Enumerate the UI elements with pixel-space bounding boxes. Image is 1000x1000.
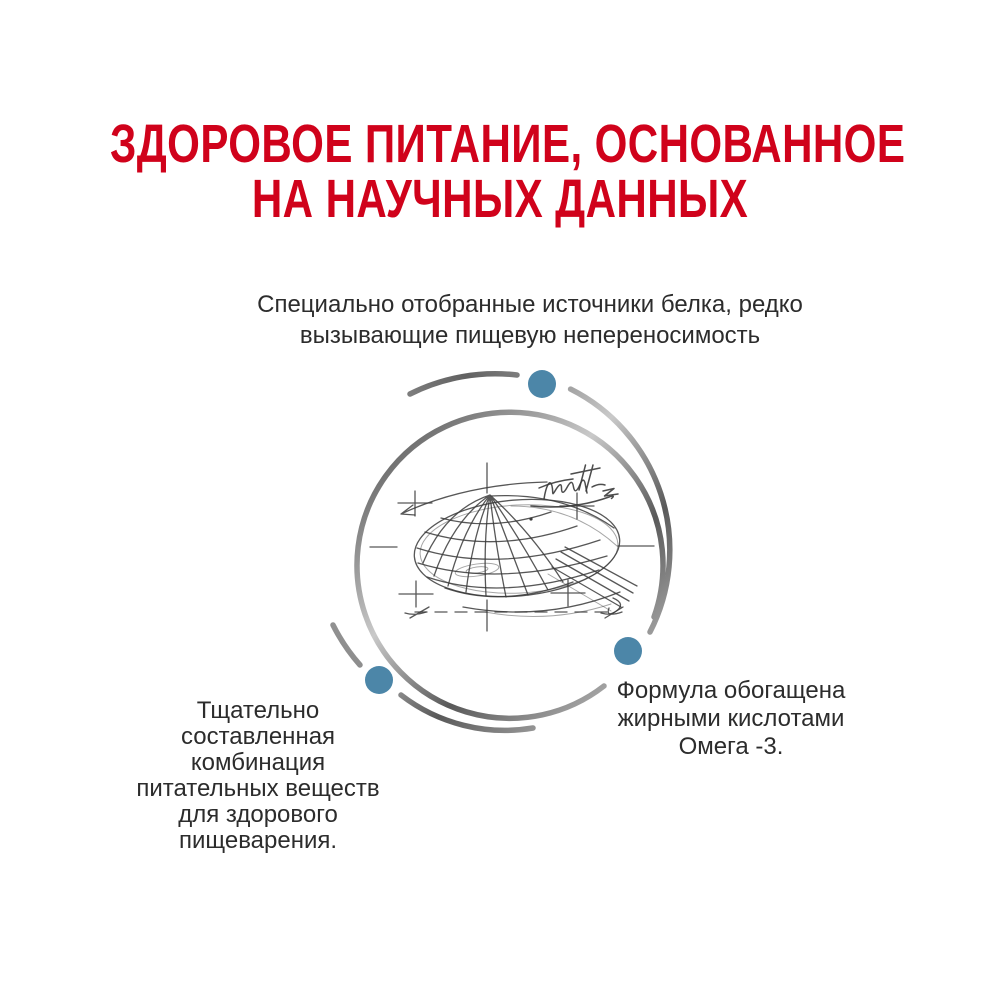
feature-dot-top	[528, 370, 556, 398]
annotation-line: Омега -3.	[678, 733, 784, 760]
annotation-line: жирными кислотами	[617, 705, 845, 732]
inner-ring-arc	[357, 412, 663, 718]
designer-signature	[531, 465, 618, 507]
annotation-line: Тщательно	[196, 697, 320, 724]
page-title	[0, 114, 1000, 229]
feature-dot-bottom-left	[365, 666, 393, 694]
annotation-line: Специально отобранные источники белка, редко	[257, 291, 803, 318]
title-line-2: НА НАУЧНЫХ ДАННЫХ	[251, 169, 749, 229]
annotation-line: питательных веществ	[136, 775, 380, 802]
annotation-line: для здорового	[178, 801, 338, 828]
title-line-1: ЗДОРОВОЕ ПИТАНИЕ, ОСНОВАННОЕ	[110, 114, 906, 174]
center-axis-marks	[370, 463, 654, 631]
annotation-line: пищеварения.	[178, 827, 338, 854]
annotation-nutrient-combination	[136, 698, 379, 854]
kibble-sketch	[370, 463, 654, 631]
hatching-strokes	[552, 547, 637, 607]
outer-ring-arc-top-left	[410, 374, 517, 394]
rotation-arrow	[401, 482, 547, 515]
feature-dot-bottom-right	[614, 637, 642, 665]
outer-ring-arc-bottom-left	[333, 625, 360, 665]
annotation-line: составленная	[180, 723, 336, 750]
annotation-omega3	[617, 677, 846, 761]
annotation-line: Формула обогащена	[616, 677, 846, 704]
crosshair-marks	[398, 491, 594, 607]
annotation-line: вызывающие пищевую непереносимость	[299, 322, 761, 349]
annotation-line: комбинация	[190, 749, 326, 776]
